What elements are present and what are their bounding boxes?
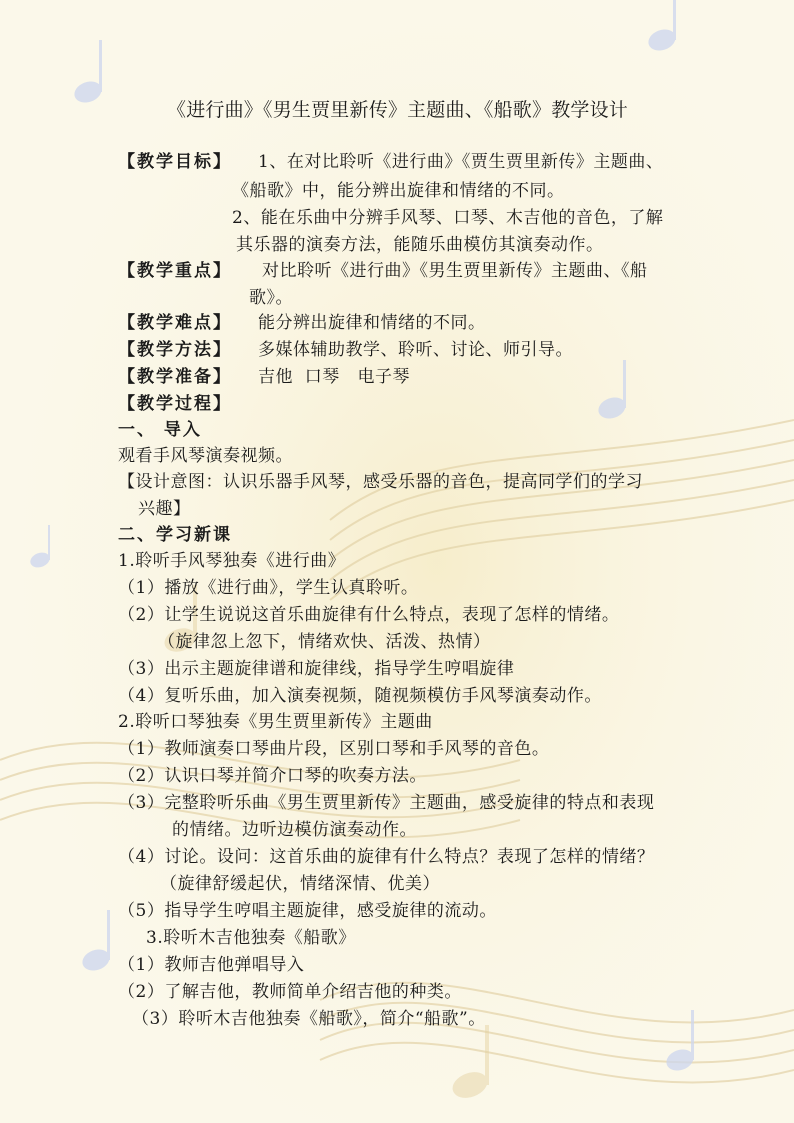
list-item-note: （旋律忽上忽下，情绪欢快、活泼、热情） bbox=[158, 632, 491, 652]
objectives-line: 《船歌》中，能分辨出旋律和情绪的不同。 bbox=[232, 181, 565, 201]
key-point-text: 歌》。 bbox=[249, 288, 293, 308]
list-item-continued: 的情绪。边听边模仿演奏动作。 bbox=[172, 820, 417, 840]
subsection-title: 3.聆听木吉他独奏《船歌》 bbox=[146, 928, 356, 948]
document-title: 《进行曲》《男生贾里新传》主题曲、《船歌》教学设计 bbox=[167, 99, 629, 121]
process-label: 【教学过程】 bbox=[118, 394, 232, 414]
section-heading: 二、学习新课 bbox=[118, 525, 232, 545]
list-item: （3）出示主题旋律谱和旋律线，指导学生哼唱旋律 bbox=[118, 659, 515, 679]
list-item: （1）教师演奏口琴曲片段，区别口琴和手风琴的音色。 bbox=[118, 739, 550, 759]
list-item-note: （旋律舒缓起伏，情绪深情、优美） bbox=[160, 874, 440, 894]
list-item: （2）让学生说说这首乐曲旋律有什么特点，表现了怎样的情绪。 bbox=[118, 605, 620, 625]
list-item: （4）复听乐曲，加入演奏视频，随视频模仿手风琴演奏动作。 bbox=[118, 686, 602, 706]
design-intent: 【设计意图：认识乐器手风琴，感受乐器的音色，提高同学们的学习 bbox=[118, 472, 643, 492]
design-intent: 兴趣】 bbox=[138, 499, 191, 519]
objectives-line: 其乐器的演奏方法，能随乐曲模仿其演奏动作。 bbox=[236, 235, 604, 255]
list-item: （4）讨论。设问：这首乐曲的旋律有什么特点？表现了怎样的情绪？ bbox=[118, 847, 655, 867]
paragraph: 观看手风琴演奏视频。 bbox=[118, 446, 293, 466]
list-item: （1）教师吉他弹唱导入 bbox=[118, 955, 305, 975]
difficulty-label: 【教学难点】 bbox=[118, 313, 232, 333]
key-point-label: 【教学重点】 bbox=[118, 261, 232, 281]
list-item: （2）认识口琴并简介口琴的吹奏方法。 bbox=[118, 766, 427, 786]
list-item: （1）播放《进行曲》，学生认真聆听。 bbox=[118, 578, 419, 598]
list-item: （2）了解吉他，教师简单介绍吉他的种类。 bbox=[118, 982, 462, 1002]
method-label: 【教学方法】 bbox=[118, 340, 232, 360]
subsection-title: 2.聆听口琴独奏《男生贾里新传》主题曲 bbox=[118, 712, 433, 732]
list-item: （3）聆听木吉他独奏《船歌》，简介“船歌”。 bbox=[132, 1009, 486, 1029]
list-item: （5）指导学生哼唱主题旋律，感受旋律的流动。 bbox=[118, 901, 497, 921]
method-text: 多媒体辅助教学、聆听、讨论、师引导。 bbox=[258, 340, 573, 360]
key-point-text: 对比聆听《进行曲》《男生贾里新传》主题曲、《船 bbox=[262, 261, 648, 281]
objectives-label: 【教学目标】 bbox=[118, 152, 232, 172]
section-heading: 一、 导入 bbox=[118, 420, 202, 440]
objectives-line: 2、能在乐曲中分辨手风琴、口琴、木吉他的音色，了解 bbox=[232, 208, 664, 228]
preparation-text: 吉他 口琴 电子琴 bbox=[258, 367, 411, 387]
objectives-line: 1、在对比聆听《进行曲》《贾生贾里新传》主题曲、 bbox=[258, 152, 664, 172]
difficulty-text: 能分辨出旋律和情绪的不同。 bbox=[258, 313, 486, 333]
preparation-label: 【教学准备】 bbox=[118, 367, 232, 387]
list-item: （3）完整聆听乐曲《男生贾里新传》主题曲，感受旋律的特点和表现 bbox=[118, 793, 655, 813]
subsection-title: 1.聆听手风琴独奏《进行曲》 bbox=[118, 551, 346, 571]
